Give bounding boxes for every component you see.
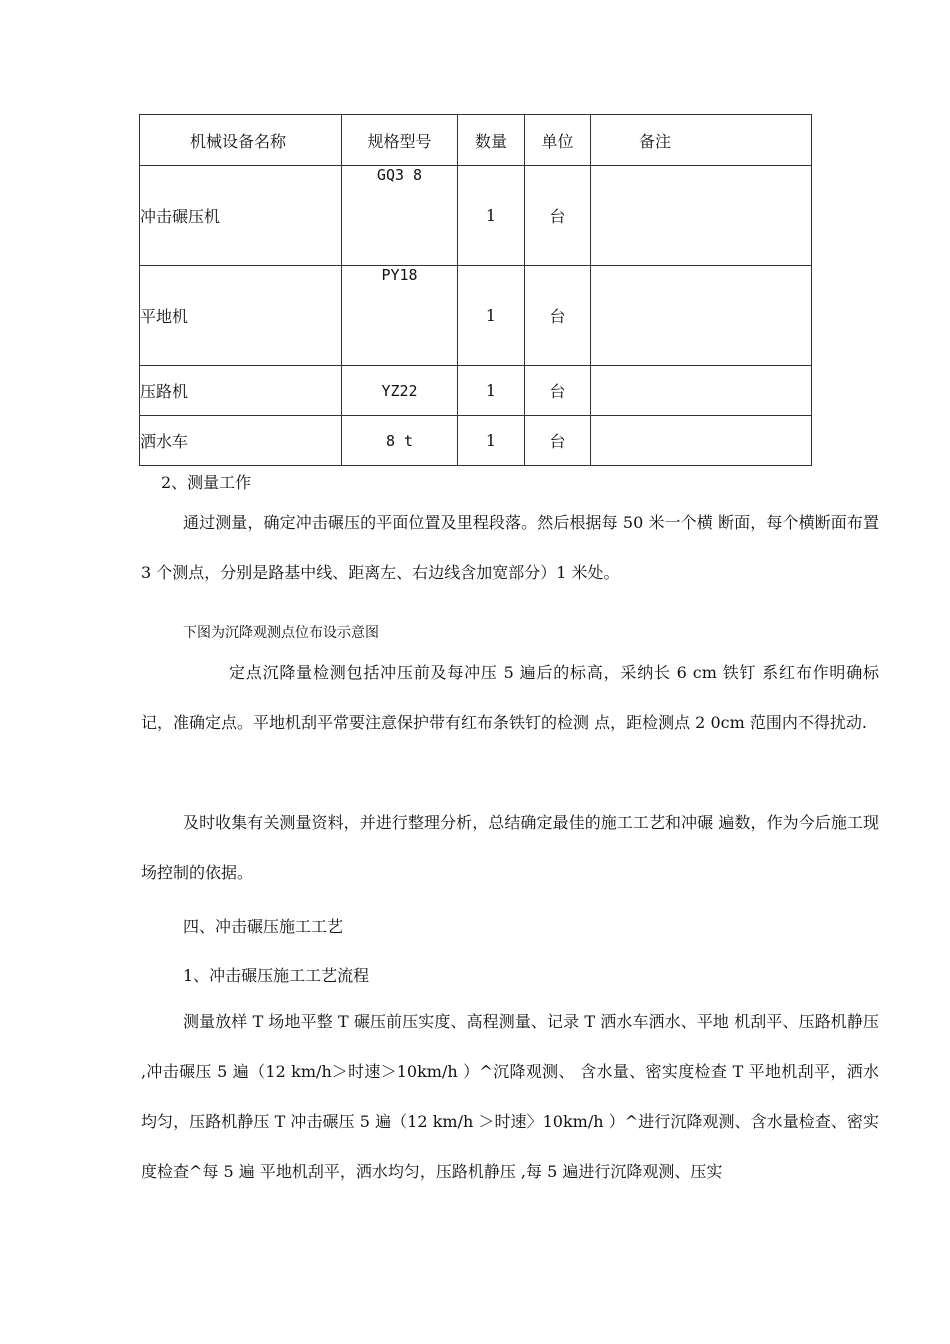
table-row bbox=[140, 366, 812, 416]
cell-note bbox=[591, 166, 812, 266]
table-row bbox=[140, 166, 812, 266]
cell-note bbox=[591, 416, 812, 466]
cell-name: 冲击碾压机 bbox=[140, 166, 342, 266]
paragraph-analysis: 及时收集有关测量资料，并进行整理分析，总结确定最佳的施工工艺和冲碾 遍数，作为今后施工现场控制的依据。 bbox=[141, 813, 879, 882]
cell-unit: 台 bbox=[525, 166, 591, 266]
table-header-row bbox=[140, 115, 812, 166]
heading-measurement-work: 2、测量工作 bbox=[161, 473, 252, 492]
subheading-process-flow: 1、冲击碾压施工工艺流程 bbox=[183, 966, 370, 985]
cell-note bbox=[591, 266, 812, 366]
table-row bbox=[140, 416, 812, 466]
cell-name: 压路机 bbox=[140, 366, 342, 416]
paragraph-process-flow: 测量放样 T 场地平整 T 碾压前压实度、高程测量、记录 T 洒水车洒水、平地 机刮平、压路机静压 ,冲击碾压 5 遍（12 km/h＞时速＞10km/h ）^沉降观测、 含水量、密实度检查 T 平地机刮平，洒水均匀，压路机静压 T 冲击碾压 5 遍（12 km/h ＞时速〉10km/h ）^进行沉降观测、含水量检查、密实度检查^每 5 遍 平地机刮平，洒水均匀，压路机静压 ,每 5 遍进行沉降观测、压实 bbox=[141, 1012, 879, 1181]
header-quantity: 数量 bbox=[458, 115, 525, 166]
heading-section-four: 四、冲击碾压施工工艺 bbox=[183, 917, 344, 936]
header-remarks: 备注 bbox=[591, 115, 812, 166]
header-spec-model: 规格型号 bbox=[342, 115, 458, 166]
cell-note bbox=[591, 366, 812, 416]
cell-spec: GQ3 8 bbox=[342, 166, 458, 266]
cell-qty: 1 bbox=[458, 366, 525, 416]
header-unit: 单位 bbox=[525, 115, 591, 166]
cell-qty: 1 bbox=[458, 166, 525, 266]
cell-spec: YZ22 bbox=[342, 366, 458, 416]
cell-qty: 1 bbox=[458, 266, 525, 366]
figure-caption: 下图为沉降观测点位布设示意图 bbox=[183, 625, 379, 641]
header-equipment-name: 机械设备名称 bbox=[140, 115, 342, 166]
cell-unit: 台 bbox=[525, 266, 591, 366]
cell-name: 平地机 bbox=[140, 266, 342, 366]
cell-spec: PY18 bbox=[342, 266, 458, 366]
cell-unit: 台 bbox=[525, 416, 591, 466]
cell-spec: 8 t bbox=[342, 416, 458, 466]
table-row bbox=[140, 266, 812, 366]
cell-qty: 1 bbox=[458, 416, 525, 466]
paragraph-measurement: 通过测量，确定冲击碾压的平面位置及里程段落。然后根据每 50 米一个横 断面，每个横断面布置 3 个测点，分别是路基中线、距离左、右边线含加宽部分）1 米处。 bbox=[141, 513, 879, 582]
cell-unit: 台 bbox=[525, 366, 591, 416]
equipment-table bbox=[139, 114, 812, 466]
cell-name: 洒水车 bbox=[140, 416, 342, 466]
paragraph-settlement: 定点沉降量检测包括冲压前及每冲压 5 遍后的标高，采纳长 6 cm 铁钉 系红布作明确标记，准确定点。平地机刮平常要注意保护带有红布条铁钉的检测 点，距检测点 2 0cm 范围内不得扰动. bbox=[141, 663, 879, 732]
